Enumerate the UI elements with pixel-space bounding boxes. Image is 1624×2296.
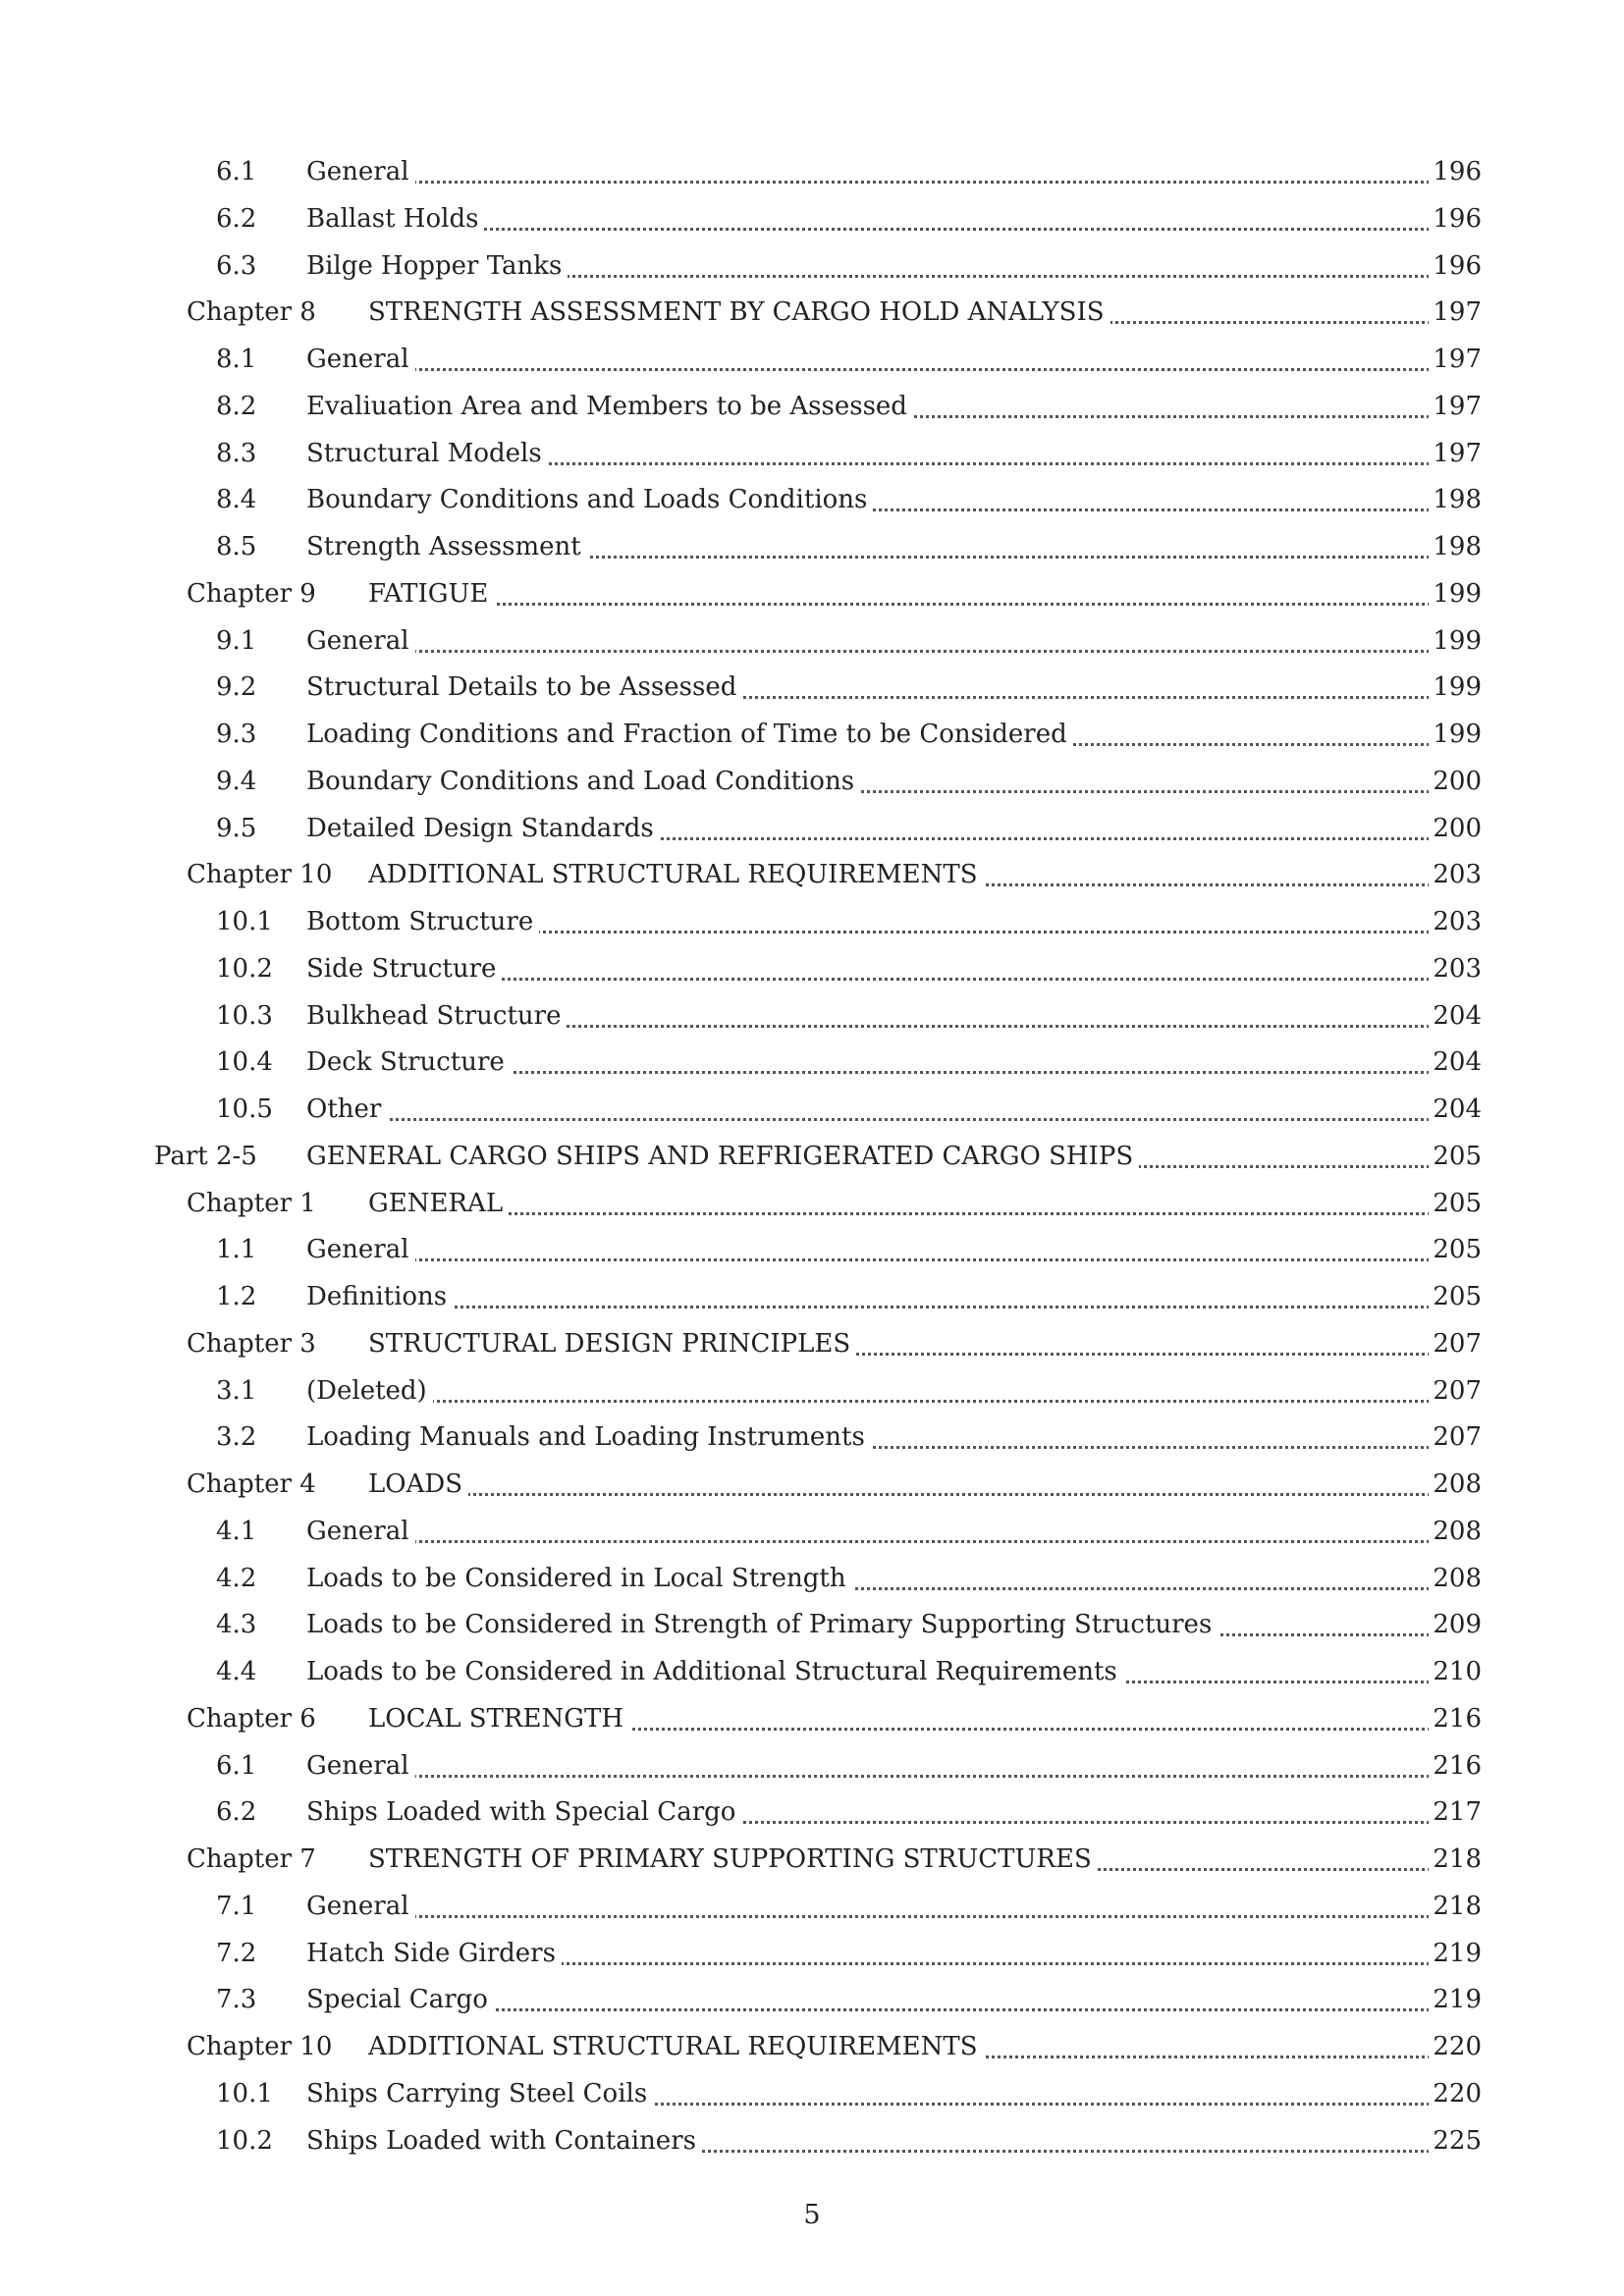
toc-entry-title: Ships Loaded with Containers [306, 2124, 702, 2158]
toc-entry-page: 205 [1429, 1140, 1482, 1173]
dot-leader [306, 650, 1477, 653]
toc-entry-page: 225 [1429, 2124, 1482, 2158]
toc-entry-number: 8.2 [216, 391, 257, 421]
toc-entry-page: 209 [1429, 1608, 1482, 1641]
toc-entry-page: 205 [1429, 1233, 1482, 1266]
toc-entry-title: Bottom Structure [306, 905, 539, 938]
toc-entry-chapter[interactable] [0, 1321, 1624, 1368]
toc-entry-section[interactable] [0, 1087, 1624, 1134]
toc-entry-number: 10.5 [216, 1095, 273, 1124]
toc-entry-section[interactable] [0, 993, 1624, 1041]
toc-entry-title: Detailed Design Standards [306, 812, 660, 845]
toc-entry-page: 199 [1429, 670, 1482, 704]
toc-entry-section[interactable] [0, 1931, 1624, 1978]
dot-leader [368, 1212, 1477, 1215]
toc-entry-number: Chapter 3 [187, 1328, 316, 1359]
toc-entry-page: 205 [1429, 1280, 1482, 1313]
toc-entry-title: Bilge Hopper Tanks [306, 249, 568, 283]
toc-entry-page: 200 [1429, 812, 1482, 845]
toc-entry-section[interactable] [0, 149, 1624, 196]
toc-entry-page: 199 [1429, 718, 1482, 751]
toc-entry-number: Chapter 9 [187, 578, 316, 609]
toc-entry-chapter[interactable] [0, 852, 1624, 899]
toc-entry-section[interactable] [0, 1556, 1624, 1603]
toc-entry-number: 6.2 [216, 203, 257, 234]
toc-entry-number: Chapter 7 [187, 1844, 316, 1874]
toc-entry-number: 10.4 [216, 1047, 273, 1078]
toc-entry-page: 196 [1429, 155, 1482, 188]
toc-entry-title: Loading Conditions and Fraction of Time to be Considered [306, 718, 1073, 751]
toc-entry-section[interactable] [0, 1743, 1624, 1790]
toc-entry-number: 4.2 [216, 1563, 257, 1593]
toc-entry-page: 197 [1429, 295, 1482, 329]
dot-leader [306, 1540, 1477, 1543]
toc-entry-page: 196 [1429, 249, 1482, 283]
toc-entry-title: Boundary Conditions and Load Conditions [306, 765, 860, 798]
toc-entry-section[interactable] [0, 1040, 1624, 1087]
toc-entry-section[interactable] [0, 384, 1624, 431]
toc-entry-number: 10.1 [216, 907, 273, 936]
toc-entry-page: 219 [1429, 1937, 1482, 1970]
toc-entry-title: Ships Loaded with Special Cargo [306, 1795, 741, 1829]
toc-entry-title: General [306, 343, 415, 376]
dot-leader [306, 1306, 1477, 1308]
toc-entry-number: 10.3 [216, 1000, 273, 1031]
toc-entry-number: 4.1 [216, 1516, 257, 1546]
toc-entry-number: 8.4 [216, 485, 257, 515]
toc-entry-title: Strength Assessment [306, 530, 587, 563]
toc-entry-title: Bulkhead Structure [306, 999, 567, 1033]
toc-entry-title: Structural Models [306, 437, 548, 470]
toc-entry-number: Chapter 6 [187, 1703, 316, 1734]
toc-entry-page: 207 [1429, 1374, 1482, 1408]
toc-entry-number: 9.1 [216, 625, 257, 656]
toc-entry-number: 8.3 [216, 438, 257, 468]
toc-entry-title: General [306, 1749, 415, 1783]
dot-leader [368, 603, 1477, 606]
toc-entry-title: Special Cargo [306, 1983, 494, 2016]
toc-entry-page: 207 [1429, 1327, 1482, 1361]
toc-entry-title: FATIGUE [368, 577, 494, 611]
toc-entry-section[interactable] [0, 431, 1624, 478]
toc-entry-page: 200 [1429, 765, 1482, 798]
toc-entry-chapter[interactable] [0, 1181, 1624, 1228]
toc-entry-chapter[interactable] [0, 1462, 1624, 1509]
toc-entry-page: 199 [1429, 624, 1482, 658]
toc-entry-number: 7.2 [216, 1938, 257, 1968]
toc-entry-page: 198 [1429, 530, 1482, 563]
toc-entry-chapter[interactable] [0, 1837, 1624, 1884]
toc-entry-section[interactable] [0, 1649, 1624, 1696]
toc-entry-page: 204 [1429, 999, 1482, 1033]
toc-entry-section[interactable] [0, 2118, 1624, 2165]
toc-entry-number: 4.4 [216, 1657, 257, 1686]
toc-entry-title: STRENGTH OF PRIMARY SUPPORTING STRUCTURES [368, 1842, 1098, 1876]
toc-entry-title: General [306, 1233, 415, 1266]
toc-entry-section[interactable] [0, 477, 1624, 524]
toc-entry-number: 6.3 [216, 250, 257, 281]
dot-leader [368, 1493, 1477, 1496]
toc-entry-page: 207 [1429, 1420, 1482, 1454]
dot-leader [306, 1118, 1477, 1121]
toc-entry-number: 6.1 [216, 157, 257, 187]
toc-entry-title: Side Structure [306, 952, 502, 986]
toc-entry-title: Structural Details to be Assessed [306, 670, 742, 704]
toc-entry-title: Other [306, 1093, 387, 1126]
toc-entry-number: 4.3 [216, 1610, 257, 1640]
toc-entry-number: 7.3 [216, 1985, 257, 2015]
toc-entry-number: 9.4 [216, 766, 257, 796]
toc-entry-section[interactable] [0, 337, 1624, 384]
toc-entry-number: Chapter 10 [187, 2032, 333, 2061]
toc-entry-page: 210 [1429, 1655, 1482, 1688]
toc-entry-title: Evaliuation Area and Members to be Assessed [306, 390, 913, 423]
toc-entry-chapter[interactable] [0, 1696, 1624, 1743]
toc-entry-page: 208 [1429, 1562, 1482, 1595]
toc-entry-title: Hatch Side Girders [306, 1937, 562, 1970]
toc-entry-number: 10.2 [216, 2125, 273, 2156]
toc-entry-title: Loads to be Considered in Additional Structural Requirements [306, 1655, 1123, 1688]
toc-entry-title: STRENGTH ASSESSMENT BY CARGO HOLD ANALYSIS [368, 295, 1110, 329]
toc-entry-section[interactable] [0, 1602, 1624, 1649]
toc-entry-page: 218 [1429, 1842, 1482, 1876]
toc-entry-number: 9.5 [216, 813, 257, 843]
toc-entry-page: 220 [1429, 2030, 1482, 2063]
toc-entry-title: Loading Manuals and Loading Instruments [306, 1420, 871, 1454]
dot-leader [306, 1775, 1477, 1778]
toc-entry-title: STRUCTURAL DESIGN PRINCIPLES [368, 1327, 856, 1361]
toc-entry-section[interactable] [0, 1274, 1624, 1321]
toc-entry-page: 204 [1429, 1045, 1482, 1079]
toc-entry-title: Deck Structure [306, 1045, 511, 1079]
toc-entry-page: 203 [1429, 905, 1482, 938]
toc-entry-title: Loads to be Considered in Strength of Primary Supporting Structures [306, 1608, 1218, 1641]
toc-entry-number: 8.5 [216, 532, 257, 561]
toc-entry-page: 199 [1429, 577, 1482, 611]
dot-leader [306, 1258, 1477, 1261]
toc-entry-title: LOCAL STRENGTH [368, 1702, 629, 1735]
toc-entry-section[interactable] [0, 759, 1624, 806]
toc-entry-number: 1.1 [216, 1235, 257, 1265]
toc-entry-number: 3.2 [216, 1422, 257, 1453]
dot-leader [306, 1915, 1477, 1918]
toc-entry-number: 7.1 [216, 1891, 257, 1921]
dot-leader [306, 368, 1477, 371]
toc-entry-section[interactable] [0, 712, 1624, 759]
toc-entry-page: 197 [1429, 343, 1482, 376]
toc-entry-title: Ballast Holds [306, 202, 484, 236]
toc-entry-page: 204 [1429, 1093, 1482, 1126]
toc-entry-section[interactable] [0, 524, 1624, 571]
toc-entry-page: 203 [1429, 858, 1482, 891]
toc-entry-number: 3.1 [216, 1375, 257, 1406]
toc-entry-title: Definitions [306, 1280, 453, 1313]
toc-entry-page: 197 [1429, 437, 1482, 470]
toc-entry-section[interactable] [0, 1368, 1624, 1415]
toc-entry-chapter[interactable] [0, 290, 1624, 337]
toc-entry-title: GENERAL [368, 1187, 509, 1220]
toc-entry-section[interactable] [0, 196, 1624, 243]
toc-entry-title: LOADS [368, 1468, 468, 1501]
toc-entry-title: (Deleted) [306, 1374, 433, 1408]
toc-entry-title: General [306, 1890, 415, 1923]
toc-entry-page: 219 [1429, 1983, 1482, 2016]
toc-entry-section[interactable] [0, 665, 1624, 712]
toc-entry-page: 216 [1429, 1749, 1482, 1783]
toc-entry-number: 1.2 [216, 1282, 257, 1311]
toc-entry-section[interactable] [0, 1884, 1624, 1931]
toc-entry-section[interactable] [0, 618, 1624, 666]
toc-entry-page: 198 [1429, 483, 1482, 516]
toc-entry-title: GENERAL CARGO SHIPS AND REFRIGERATED CARGO SHIPS [306, 1140, 1139, 1173]
toc-entry-number: 10.1 [216, 2078, 273, 2109]
toc-entry-page: 220 [1429, 2077, 1482, 2110]
toc-entry-section[interactable] [0, 899, 1624, 946]
toc-entry-number: 6.1 [216, 1750, 257, 1781]
toc-entry-section[interactable] [0, 1509, 1624, 1556]
toc-entry-part[interactable] [0, 1134, 1624, 1181]
toc-entry-title: ADDITIONAL STRUCTURAL REQUIREMENTS [368, 2030, 984, 2063]
dot-leader [306, 1400, 1477, 1403]
toc-entry-page: 197 [1429, 390, 1482, 423]
toc-entry-title: General [306, 1515, 415, 1548]
toc-entry-page: 203 [1429, 952, 1482, 986]
toc-entry-page: 196 [1429, 202, 1482, 236]
page-number: 5 [803, 2200, 821, 2230]
toc-entry-chapter[interactable] [0, 2024, 1624, 2071]
toc-entry-number: 8.1 [216, 345, 257, 374]
toc-entry-number: Chapter 10 [187, 860, 333, 890]
toc-entry-section[interactable] [0, 1789, 1624, 1837]
toc-entry-title: General [306, 155, 415, 188]
toc-entry-page: 205 [1429, 1187, 1482, 1220]
toc-entry-number: Chapter 4 [187, 1469, 316, 1499]
toc-entry-title: Loads to be Considered in Local Strength [306, 1562, 852, 1595]
toc-entry-title: General [306, 624, 415, 658]
toc-entry-page: 217 [1429, 1795, 1482, 1829]
toc-entry-number: Part 2-5 [154, 1141, 257, 1171]
toc-entry-title: ADDITIONAL STRUCTURAL REQUIREMENTS [368, 858, 984, 891]
toc-entry-number: Chapter 1 [187, 1188, 316, 1218]
toc-entry-number: Chapter 8 [187, 297, 316, 328]
toc-entry-section[interactable] [0, 806, 1624, 853]
toc-entry-section[interactable] [0, 1977, 1624, 2024]
toc-entry-section[interactable] [0, 946, 1624, 993]
toc-entry-number: 10.2 [216, 953, 273, 984]
toc-entry-title: Ships Carrying Steel Coils [306, 2077, 653, 2110]
toc-entry-page: 218 [1429, 1890, 1482, 1923]
toc-entry-page: 208 [1429, 1468, 1482, 1501]
toc-entry-section[interactable] [0, 243, 1624, 291]
toc-entry-page: 208 [1429, 1515, 1482, 1548]
table-of-contents [0, 149, 1624, 2164]
toc-entry-section[interactable] [0, 2071, 1624, 2118]
dot-leader [306, 181, 1477, 184]
toc-entry-number: 9.2 [216, 672, 257, 703]
toc-entry-section[interactable] [0, 1415, 1624, 1462]
toc-entry-page: 216 [1429, 1702, 1482, 1735]
toc-entry-number: 9.3 [216, 720, 257, 749]
toc-entry-number: 6.2 [216, 1797, 257, 1828]
toc-entry-chapter[interactable] [0, 571, 1624, 618]
toc-entry-section[interactable] [0, 1227, 1624, 1274]
toc-entry-title: Boundary Conditions and Loads Conditions [306, 483, 873, 516]
